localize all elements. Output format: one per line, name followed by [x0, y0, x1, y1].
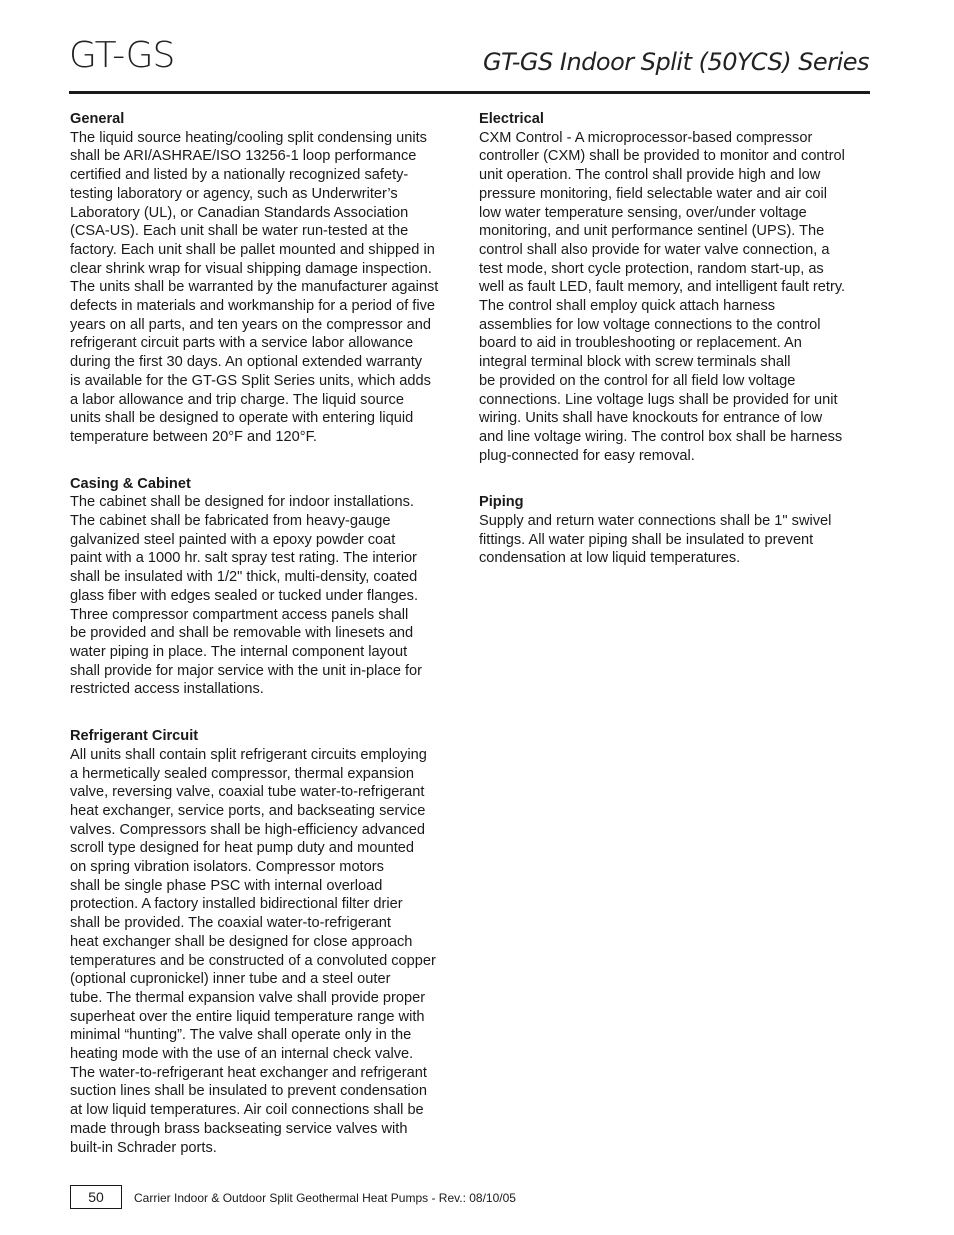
section-body-continued: The control shall employ quick attach harness assemblies for low voltage connections to the control board to aid in troubleshooting or replacement. An integral terminal block with screw terminals shall be provided on the control for all field low voltage connections. Line voltage lugs shall be provided for unit wiring. Units shall have knockouts for entrance of low and line voltage wiring. The control box shall be harness plug-connected for easy removal. — [479, 298, 843, 464]
right-column — [479, 110, 874, 596]
section-body: CXM Control - A microprocessor-based compressor controller (CXM) shall be provided to monitor and control unit operation. The control shall provide high and low pressure monitoring, field selectable water and air coil low water temperature sensing, over/under voltage monitoring, and unit performance sentinel (UPS). The control shall also provide for water valve connection, a test mode, short cycle protection, random start-up, as well as fault LED, fault memory, and intelligent fault retry. — [479, 129, 846, 296]
section-piping — [479, 493, 874, 568]
section-heading: Refrigerant Circuit — [70, 728, 199, 745]
section-body: Supply and return water connections shall be 1" swivel fittings. All water piping shall be insulated to prevent condensation at low liquid temperatures. — [479, 513, 832, 567]
section-heading: Piping — [479, 494, 524, 511]
brand-title: GT-GS — [69, 35, 175, 76]
section-general — [70, 110, 465, 447]
section-body: All units shall contain split refrigerant circuits employing a hermetically sealed compressor, thermal expansion valve, reversing valve, coaxial tube water-to-refrigerant heat exchanger, service ports, and backseating service valves. Compressors shall be high-efficiency advanced scroll type designed for heat pump duty and mounted on spring vibration isolators. Compressor motors shall be single phase PSC with internal overload protection. A factory installed bidirectional filter drier shall be provided. The coaxial water-to-refrigerant heat exchanger shall be designed for close approach temperatures and be constructed of a convoluted copper (optional cupronickel) inner tube and a steel outer tube. The thermal expansion valve shall provide proper superheat over the entire liquid temperature range with minimal “hunting”. The valve shall operate only in the heating mode with the use of an internal check valve. The water-to-refrigerant heat exchanger and refrigerant suction lines shall be insulated to prevent condensation at low liquid temperatures. Air coil connections shall be made through brass backseating service valves with built-in Schrader ports. — [70, 746, 436, 1156]
section-heading: Electrical — [479, 111, 544, 127]
section-electrical — [479, 110, 874, 465]
header-divider — [69, 91, 870, 94]
series-title: GT-GS Indoor Split (50YCS) Series — [482, 48, 869, 76]
section-body: The liquid source heating/cooling split condensing units shall be ARI/ASHRAE/ISO 13256-1 loop performance certified and listed by a nationally recognized safety- testing laboratory or agency, such as Underwriter’s Laboratory (UL), or Canadian Standards Association (CSA-US). Each unit shall be water run-tested at the factory. Each unit shall be pallet mounted and shipped in clear shrink wrap for visual shipping damage inspection. The units shall be warranted by the manufacturer against defects in materials and workmanship for a period of five years on all parts, and ten years on the compressor and refrigerant circuit parts with a service labor allowance during the first 30 days. An optional extended warranty is available for the GT-GS Split Series units, which adds a labor allowance and trip charge. The liquid source units shall be designed to operate with entering liquid temperature between 20°F and 120°F. — [70, 129, 439, 445]
section-casing-cabinet — [70, 475, 465, 699]
left-column — [70, 110, 465, 1185]
page-number: 50 — [70, 1185, 122, 1209]
section-refrigerant-circuit — [70, 727, 465, 1157]
footer-text: Carrier Indoor & Outdoor Split Geothermal Heat Pumps - Rev.: 08/10/05 — [134, 1191, 516, 1205]
section-heading: Casing & Cabinet — [70, 475, 191, 492]
section-heading: General — [70, 111, 125, 127]
section-body: The cabinet shall be designed for indoor installations. The cabinet shall be fabricated from heavy-gauge galvanized steel painted with a epoxy powder coat paint with a 1000 hr. salt spray test rating. The interior shall be insulated with 1/2" thick, multi-density, coated glass fiber with edges sealed or tucked under flanges. Three compressor compartment access panels shall be provided and shall be removable with linesets and water piping in place. The internal component layout shall provide for major service with the unit in-place for restricted access installations. — [70, 494, 423, 698]
